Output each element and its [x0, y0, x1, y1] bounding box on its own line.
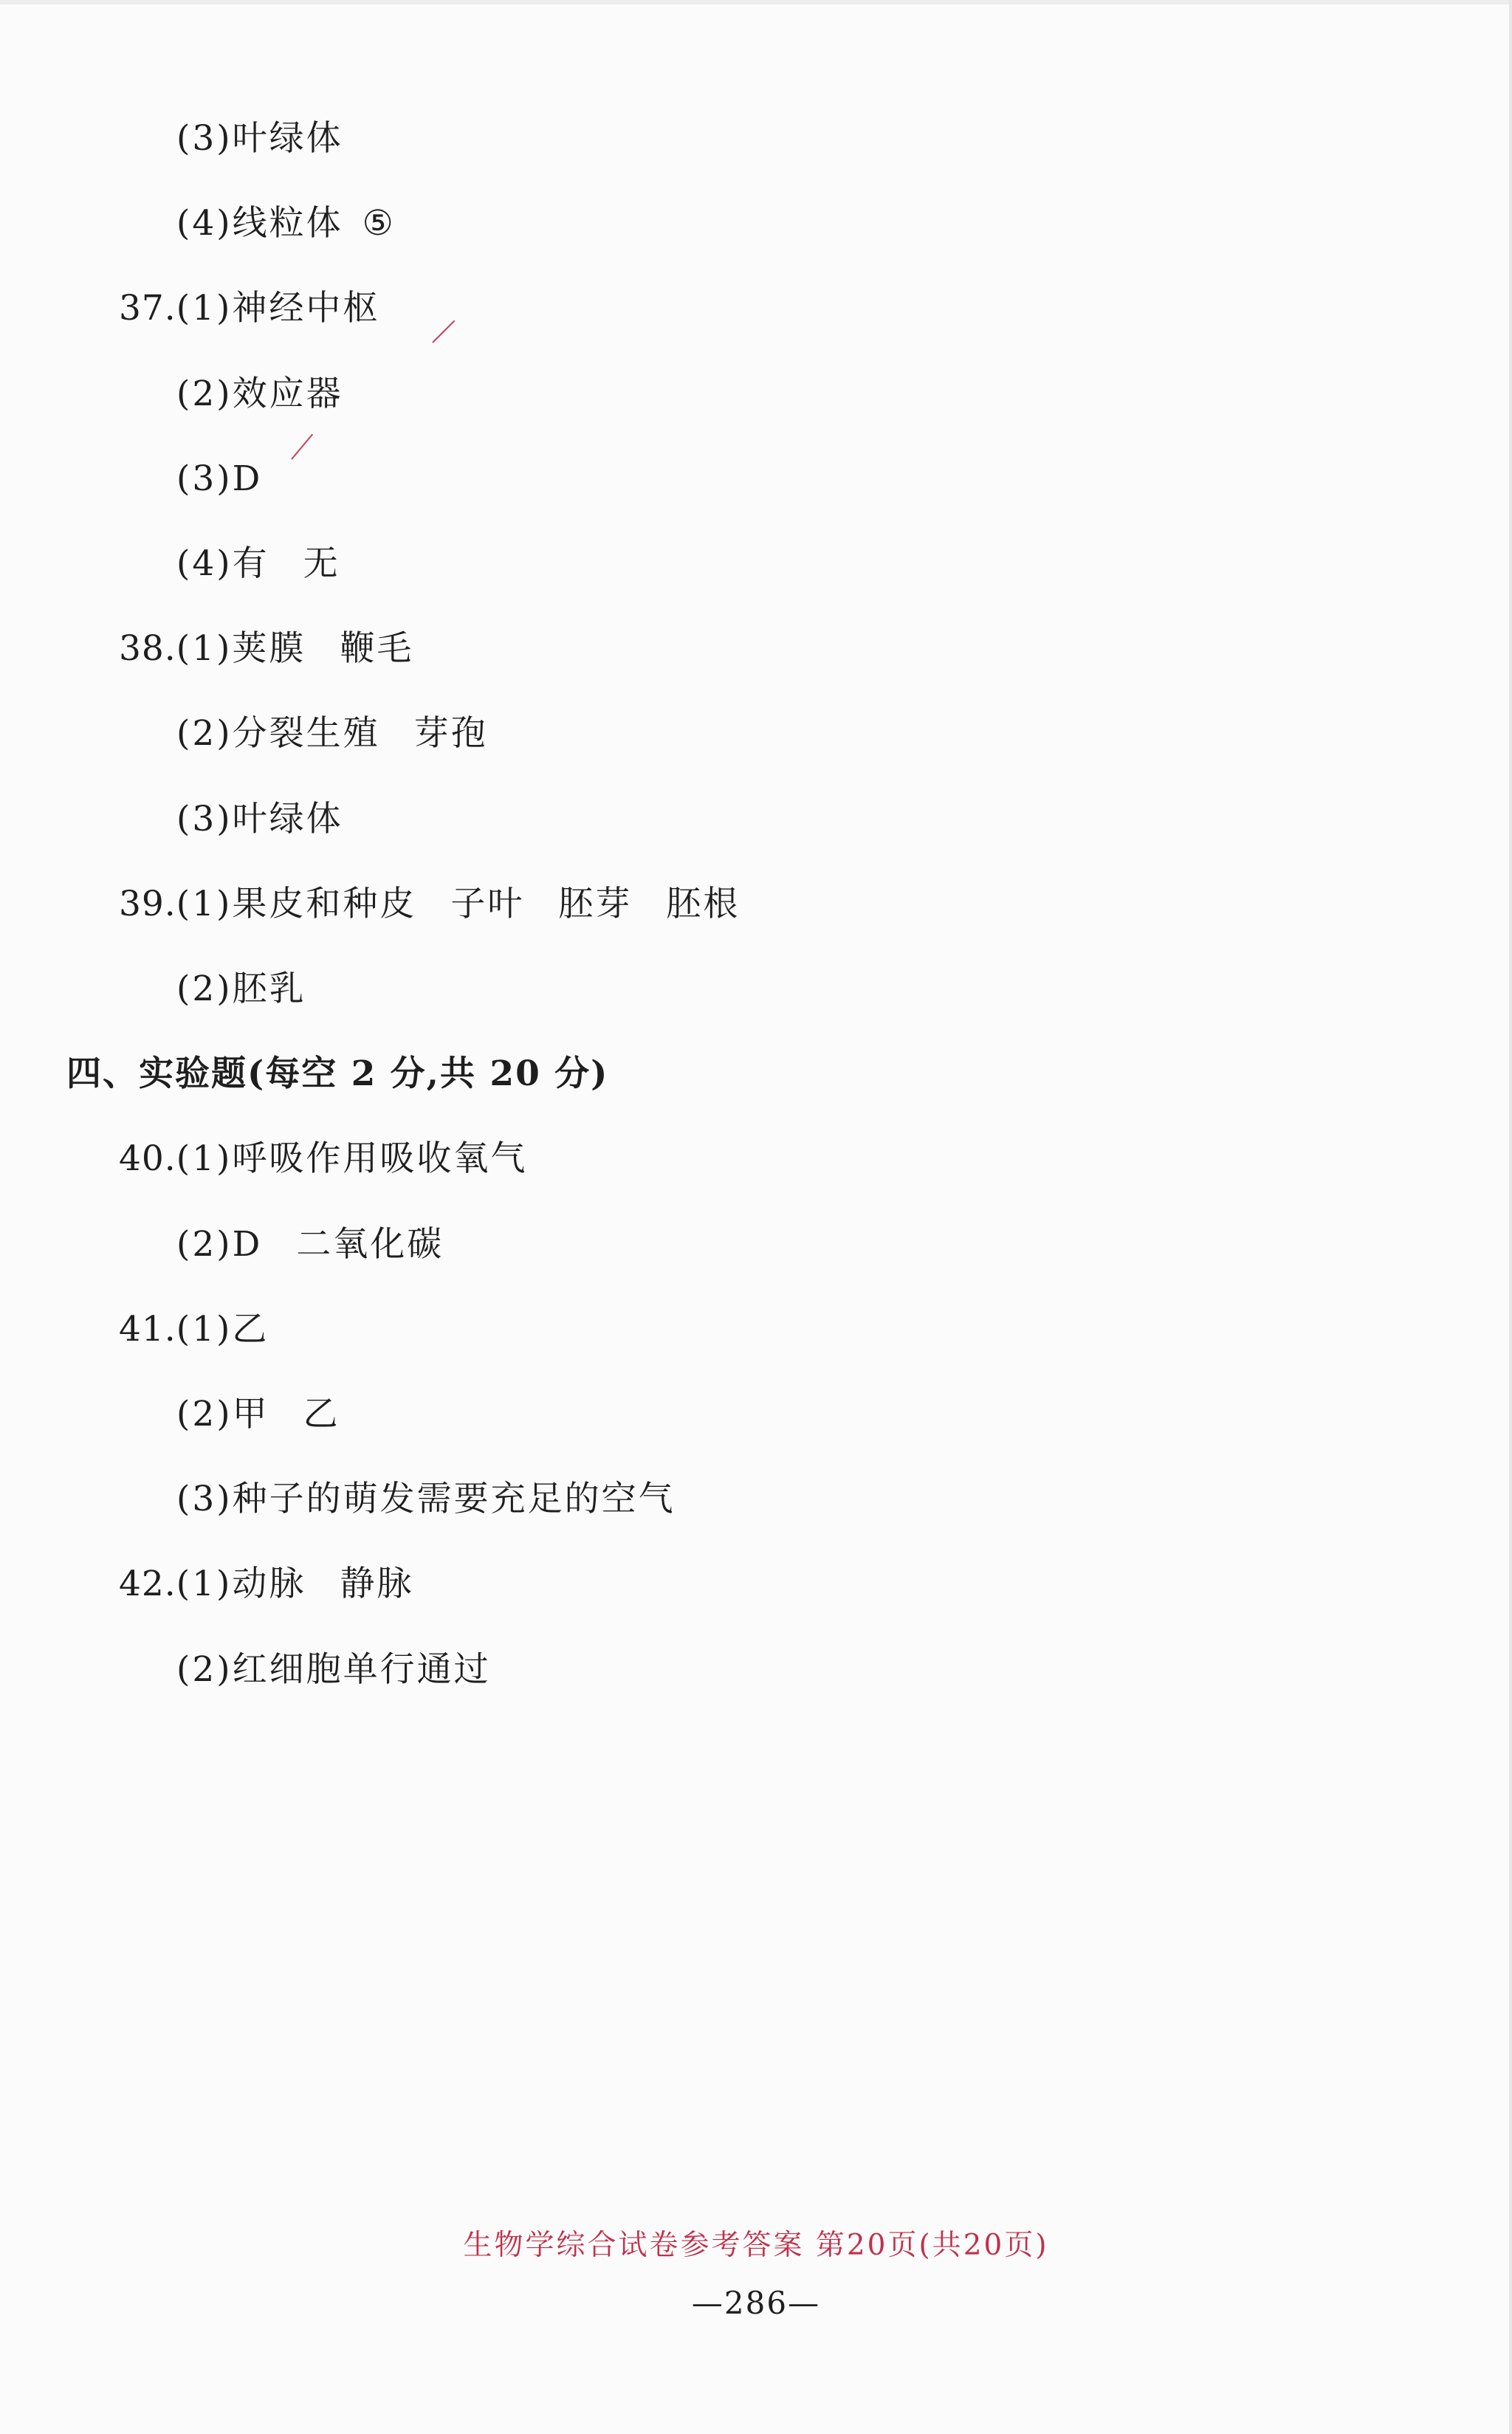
answer-text: (1)呼吸作用吸收氧气 — [176, 1138, 528, 1180]
answer-text: (2)红细胞单行通过 — [176, 1649, 491, 1690]
question-number: 37. — [119, 288, 176, 329]
answer-text: 静脉 — [340, 1564, 414, 1605]
red-check-mark — [432, 320, 455, 343]
answer-text: (1)乙 — [176, 1308, 269, 1350]
answer-line — [176, 202, 396, 246]
answer-text: (2)效应器 — [176, 373, 343, 414]
answer-text: 无 — [303, 543, 340, 584]
answer-text: 芽孢 — [413, 713, 488, 754]
answer-line — [176, 117, 343, 161]
answer-line — [176, 1392, 340, 1437]
question-number: 39. — [119, 883, 176, 924]
section-title: 四、实验题(每空 2 分,共 20 分) — [66, 1053, 609, 1095]
answer-line — [119, 627, 413, 671]
question-number: 42. — [119, 1564, 176, 1605]
answer-text: (3)D — [176, 458, 263, 499]
answer-text: (1)果皮和种皮 — [176, 883, 417, 924]
answer-text: 乙 — [303, 1394, 340, 1434]
page-number: —286— — [691, 2285, 821, 2321]
answer-line — [176, 372, 343, 416]
answer-line — [119, 882, 740, 926]
answer-text: (1)荚膜 — [176, 628, 306, 670]
answer-line — [176, 1223, 444, 1267]
question-number: 38. — [119, 628, 176, 670]
red-check-mark — [291, 434, 313, 460]
answer-line — [119, 1137, 527, 1181]
answer-line — [176, 457, 262, 501]
answer-line — [176, 967, 306, 1011]
answer-line — [176, 797, 343, 842]
answer-line — [119, 286, 379, 331]
answer-line — [176, 1648, 491, 1692]
answer-text: (3)种子的萌发需要充足的空气 — [176, 1479, 676, 1520]
answer-text: 胚芽 — [558, 883, 633, 924]
question-number: 41. — [119, 1308, 176, 1350]
answer-line — [119, 1307, 269, 1352]
answer-text: 胚根 — [666, 883, 740, 924]
scan-edge — [0, 0, 1512, 4]
answer-text: 二氧化碳 — [296, 1223, 444, 1265]
answer-text: (3)叶绿体 — [176, 798, 343, 839]
answer-text: (2)D — [176, 1223, 263, 1265]
answer-text: (1)动脉 — [176, 1564, 306, 1605]
answer-line — [176, 1477, 676, 1522]
answer-text: ⑤ — [362, 203, 396, 244]
answer-text: (4)有 — [176, 543, 269, 584]
question-number: 40. — [119, 1138, 176, 1180]
page-footer: 生物学综合试卷参考答案 第20页(共20页) — [463, 2229, 1049, 2262]
answer-line — [176, 542, 340, 586]
answer-text: (3)叶绿体 — [176, 118, 343, 159]
answer-text: (4)线粒体 — [176, 203, 343, 244]
answer-line — [119, 1562, 413, 1606]
answer-text: (2)甲 — [176, 1394, 269, 1434]
answer-text: 鞭毛 — [340, 628, 414, 670]
answer-text: (1)神经中枢 — [176, 288, 380, 329]
answer-text: (2)分裂生殖 — [176, 713, 380, 754]
answer-text: (2)胚乳 — [176, 969, 306, 1009]
answer-line — [176, 712, 488, 756]
scan-edge-right — [1509, 0, 1512, 2434]
answer-text: 子叶 — [450, 883, 525, 924]
